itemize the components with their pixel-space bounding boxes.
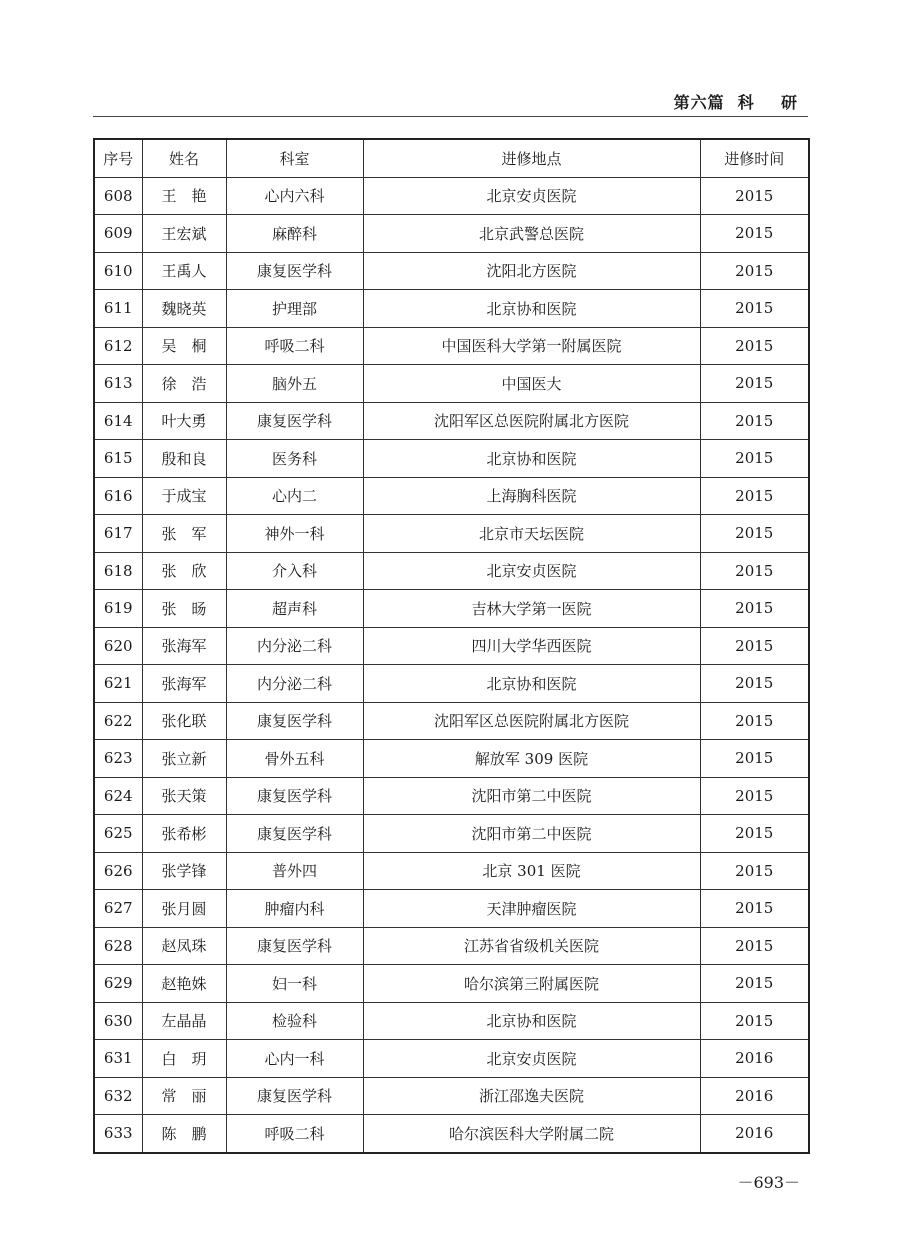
cell-department: 康复医学科	[226, 1077, 363, 1115]
table-row	[94, 815, 809, 853]
cell-department: 心内一科	[226, 1040, 363, 1078]
cell-name: 王宏斌	[142, 215, 226, 253]
cell-no: 618	[94, 552, 142, 590]
cell-no: 621	[94, 665, 142, 703]
cell-department: 康复医学科	[226, 252, 363, 290]
cell-location: 沈阳北方医院	[363, 252, 700, 290]
cell-department: 内分泌二科	[226, 627, 363, 665]
table-row	[94, 515, 809, 553]
cell-location: 吉林大学第一医院	[363, 590, 700, 628]
cell-department: 心内二	[226, 477, 363, 515]
table-row	[94, 777, 809, 815]
cell-name: 张 军	[142, 515, 226, 553]
cell-location: 北京协和医院	[363, 440, 700, 478]
cell-time: 2015	[700, 477, 809, 515]
cell-department: 康复医学科	[226, 777, 363, 815]
column-header-department: 科室	[226, 139, 363, 177]
cell-department: 普外四	[226, 852, 363, 890]
cell-no: 611	[94, 290, 142, 328]
table-row	[94, 965, 809, 1003]
cell-no: 609	[94, 215, 142, 253]
cell-time: 2015	[700, 665, 809, 703]
cell-name: 陈 鹏	[142, 1115, 226, 1153]
cell-location: 浙江邵逸夫医院	[363, 1077, 700, 1115]
cell-department: 脑外五	[226, 365, 363, 403]
cell-no: 620	[94, 627, 142, 665]
cell-time: 2015	[700, 927, 809, 965]
cell-department: 妇一科	[226, 965, 363, 1003]
cell-time: 2015	[700, 177, 809, 215]
table-row	[94, 552, 809, 590]
column-header-location: 进修地点	[363, 139, 700, 177]
cell-department: 康复医学科	[226, 702, 363, 740]
cell-time: 2015	[700, 290, 809, 328]
table-row	[94, 440, 809, 478]
cell-time: 2015	[700, 252, 809, 290]
cell-department: 肿瘤内科	[226, 890, 363, 928]
table-body	[94, 177, 809, 1153]
cell-location: 北京安贞医院	[363, 1040, 700, 1078]
cell-no: 617	[94, 515, 142, 553]
cell-time: 2015	[700, 365, 809, 403]
cell-department: 内分泌二科	[226, 665, 363, 703]
cell-location: 北京协和医院	[363, 665, 700, 703]
cell-name: 张 旸	[142, 590, 226, 628]
cell-name: 赵艳姝	[142, 965, 226, 1003]
table-row	[94, 177, 809, 215]
cell-location: 沈阳市第二中医院	[363, 777, 700, 815]
cell-location: 解放军 309 医院	[363, 740, 700, 778]
cell-department: 呼吸二科	[226, 327, 363, 365]
cell-time: 2015	[700, 590, 809, 628]
cell-no: 619	[94, 590, 142, 628]
cell-no: 629	[94, 965, 142, 1003]
table-row	[94, 215, 809, 253]
table-row	[94, 327, 809, 365]
cell-location: 沈阳军区总医院附属北方医院	[363, 702, 700, 740]
cell-name: 张立新	[142, 740, 226, 778]
table-row	[94, 702, 809, 740]
table-row	[94, 402, 809, 440]
cell-location: 哈尔滨医科大学附属二院	[363, 1115, 700, 1153]
cell-time: 2015	[700, 402, 809, 440]
cell-time: 2016	[700, 1115, 809, 1153]
cell-department: 医务科	[226, 440, 363, 478]
cell-location: 北京安贞医院	[363, 552, 700, 590]
cell-department: 骨外五科	[226, 740, 363, 778]
training-roster-table	[93, 138, 810, 1154]
cell-location: 天津肿瘤医院	[363, 890, 700, 928]
cell-name: 叶大勇	[142, 402, 226, 440]
column-header-name: 姓名	[142, 139, 226, 177]
cell-department: 护理部	[226, 290, 363, 328]
cell-no: 632	[94, 1077, 142, 1115]
cell-no: 615	[94, 440, 142, 478]
cell-name: 徐 浩	[142, 365, 226, 403]
cell-name: 赵凤珠	[142, 927, 226, 965]
table-header-row	[94, 139, 809, 177]
cell-location: 中国医科大学第一附属医院	[363, 327, 700, 365]
table-row	[94, 852, 809, 890]
table-row	[94, 477, 809, 515]
table-row	[94, 1040, 809, 1078]
cell-time: 2016	[700, 1077, 809, 1115]
table-row	[94, 740, 809, 778]
cell-name: 张 欣	[142, 552, 226, 590]
cell-department: 神外一科	[226, 515, 363, 553]
cell-location: 沈阳市第二中医院	[363, 815, 700, 853]
cell-time: 2015	[700, 627, 809, 665]
cell-name: 白 玥	[142, 1040, 226, 1078]
table-row	[94, 927, 809, 965]
cell-no: 616	[94, 477, 142, 515]
cell-name: 左晶晶	[142, 1002, 226, 1040]
cell-no: 622	[94, 702, 142, 740]
cell-no: 633	[94, 1115, 142, 1153]
cell-no: 608	[94, 177, 142, 215]
cell-department: 心内六科	[226, 177, 363, 215]
cell-department: 检验科	[226, 1002, 363, 1040]
cell-name: 张海军	[142, 665, 226, 703]
cell-department: 康复医学科	[226, 927, 363, 965]
table-row	[94, 890, 809, 928]
cell-name: 张化联	[142, 702, 226, 740]
cell-name: 张海军	[142, 627, 226, 665]
cell-location: 北京市天坛医院	[363, 515, 700, 553]
cell-name: 张学锋	[142, 852, 226, 890]
cell-name: 王禹人	[142, 252, 226, 290]
cell-no: 610	[94, 252, 142, 290]
cell-time: 2015	[700, 515, 809, 553]
table-row	[94, 1077, 809, 1115]
cell-location: 沈阳军区总医院附属北方医院	[363, 402, 700, 440]
cell-location: 北京协和医院	[363, 1002, 700, 1040]
cell-name: 王 艳	[142, 177, 226, 215]
cell-time: 2015	[700, 1002, 809, 1040]
cell-name: 常 丽	[142, 1077, 226, 1115]
cell-time: 2016	[700, 1040, 809, 1078]
cell-department: 康复医学科	[226, 402, 363, 440]
cell-no: 613	[94, 365, 142, 403]
cell-location: 北京协和医院	[363, 290, 700, 328]
cell-time: 2015	[700, 440, 809, 478]
running-header	[93, 88, 808, 117]
column-header-time: 进修时间	[700, 139, 809, 177]
table-row	[94, 665, 809, 703]
table-row	[94, 590, 809, 628]
cell-location: 四川大学华西医院	[363, 627, 700, 665]
cell-location: 北京安贞医院	[363, 177, 700, 215]
cell-no: 625	[94, 815, 142, 853]
cell-time: 2015	[700, 852, 809, 890]
cell-time: 2015	[700, 215, 809, 253]
cell-department: 介入科	[226, 552, 363, 590]
table-row	[94, 365, 809, 403]
cell-name: 魏晓英	[142, 290, 226, 328]
cell-name: 于成宝	[142, 477, 226, 515]
table-row	[94, 252, 809, 290]
cell-department: 超声科	[226, 590, 363, 628]
cell-department: 康复医学科	[226, 815, 363, 853]
cell-name: 张天策	[142, 777, 226, 815]
cell-no: 623	[94, 740, 142, 778]
cell-no: 624	[94, 777, 142, 815]
cell-department: 呼吸二科	[226, 1115, 363, 1153]
page-number: －693－	[737, 1173, 800, 1192]
cell-time: 2015	[700, 552, 809, 590]
cell-name: 殷和良	[142, 440, 226, 478]
cell-time: 2015	[700, 890, 809, 928]
cell-location: 中国医大	[363, 365, 700, 403]
cell-location: 江苏省省级机关医院	[363, 927, 700, 965]
table-row	[94, 290, 809, 328]
cell-no: 612	[94, 327, 142, 365]
cell-time: 2015	[700, 965, 809, 1003]
cell-no: 626	[94, 852, 142, 890]
cell-no: 630	[94, 1002, 142, 1040]
table-row	[94, 627, 809, 665]
cell-no: 627	[94, 890, 142, 928]
cell-time: 2015	[700, 740, 809, 778]
cell-no: 631	[94, 1040, 142, 1078]
cell-no: 614	[94, 402, 142, 440]
cell-time: 2015	[700, 815, 809, 853]
cell-name: 张希彬	[142, 815, 226, 853]
cell-no: 628	[94, 927, 142, 965]
cell-location: 北京 301 医院	[363, 852, 700, 890]
cell-name: 吴 桐	[142, 327, 226, 365]
cell-name: 张月圆	[142, 890, 226, 928]
cell-location: 哈尔滨第三附属医院	[363, 965, 700, 1003]
cell-time: 2015	[700, 327, 809, 365]
column-header-no: 序号	[94, 139, 142, 177]
cell-time: 2015	[700, 777, 809, 815]
cell-location: 北京武警总医院	[363, 215, 700, 253]
cell-time: 2015	[700, 702, 809, 740]
table-row	[94, 1115, 809, 1153]
cell-location: 上海胸科医院	[363, 477, 700, 515]
table-row	[94, 1002, 809, 1040]
cell-department: 麻醉科	[226, 215, 363, 253]
section-title: 第六篇 科 研	[673, 93, 798, 112]
